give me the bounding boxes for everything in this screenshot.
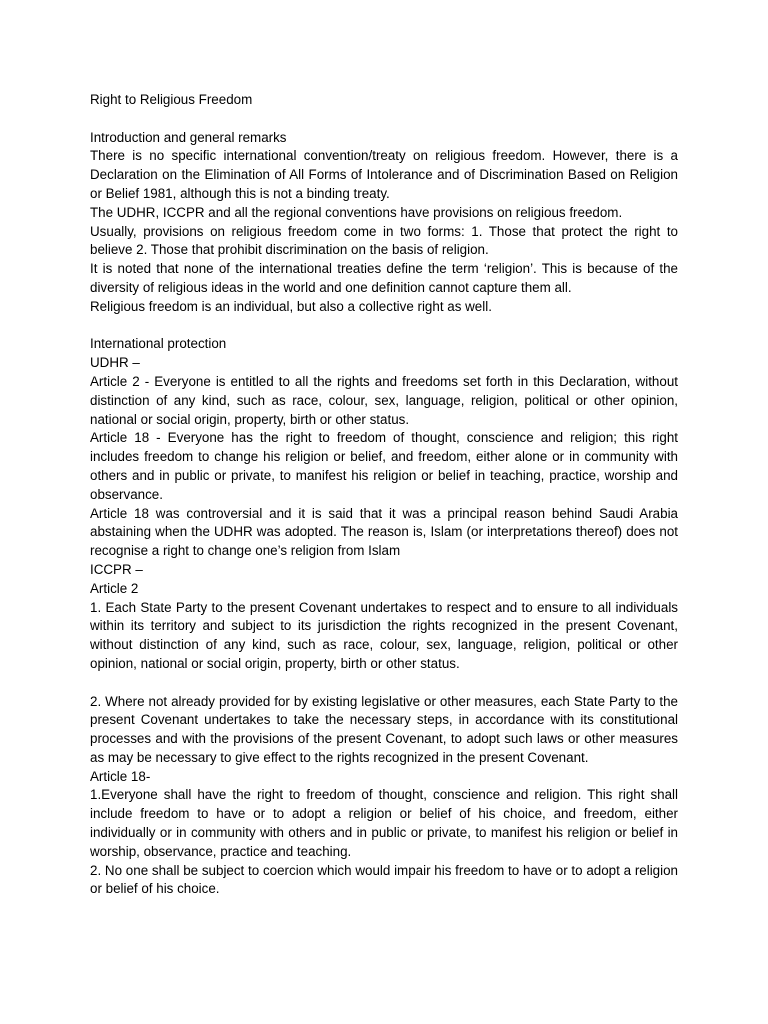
iccpr-article18-heading: Article 18- — [90, 768, 151, 784]
udhr-paragraph: Article 18 - Everyone has the right to freedom of thought, conscience and religion; this right includes freedom to change his religion or belief, and freedom, either alone or in community with others and in public or private, to manifest his religion or belief in teaching, practice, worship and observance. — [90, 430, 678, 502]
intro-paragraph: It is noted that none of the international treaties define the term ‘religion’. This is because of the diversity of religious ideas in the world and one definition cannot capture them all. — [90, 261, 678, 295]
intro-paragraph: Usually, provisions on religious freedom come in two forms: 1. Those that protect the right to believe 2. Those that prohibit discrimination on the basis of religion. — [90, 223, 678, 258]
iccpr-article18-paragraph: 2. No one shall be subject to coercion which would impair his freedom to have or to adopt a religion or belief of his choice. — [90, 862, 678, 897]
udhr-heading: UDHR – — [90, 355, 140, 371]
iccpr-article2-paragraph: 2. Where not already provided for by existing legislative or other measures, each State Party to the present Covenant undertakes to take the necessary steps, in accordance with its constitutional processes and with the provisions of the present Covenant, to adopt such laws or other measures as may be necessary to give effect to the rights recognized in the present Covenant. — [90, 693, 678, 765]
document-page — [90, 91, 678, 899]
iccpr-article2-heading: Article 2 — [90, 580, 139, 596]
blank-line — [90, 317, 678, 336]
document-title: Right to Religious Freedom — [90, 92, 253, 107]
international-heading: International protection — [90, 336, 227, 352]
udhr-paragraph: Article 2 - Everyone is entitled to all the rights and freedoms set forth in this Declaration, without distinction of any kind, such as race, colour, sex, language, religion, political or other opinion, national or social origin, property, birth or other status. — [90, 373, 678, 427]
intro-paragraph: There is no specific international convention/treaty on religious freedom. However, there is a Declaration on the Elimination of All Forms of Intolerance and of Discrimination Based on Religion or Belief 1981, although this is not a binding treaty. — [90, 148, 678, 201]
blank-line — [90, 110, 678, 129]
iccpr-article2-paragraph: 1. Each State Party to the present Covenant undertakes to respect and to ensure to all individuals within its territory and subject to its jurisdiction the rights recognized in the present Covenant, without distinction of any kind, such as race, colour, sex, language, religion, political or other opinion, national or social origin, property, birth or other status. — [90, 599, 678, 671]
iccpr-heading: ICCPR – — [90, 561, 143, 577]
intro-paragraph: The UDHR, ICCPR and all the regional conventions have provisions on religious freedom. — [90, 204, 623, 220]
udhr-paragraph: Article 18 was controversial and it is said that it was a principal reason behind Saudi Arabia abstaining when the UDHR was adopted. The reason is, Islam (or interpretations thereof) does not recognise a right to change one’s religion from Islam — [90, 505, 678, 559]
blank-line — [90, 674, 678, 693]
intro-heading: Introduction and general remarks — [90, 129, 287, 145]
intro-paragraph: Religious freedom is an individual, but also a collective right as well. — [90, 298, 492, 314]
iccpr-article18-paragraph: 1.Everyone shall have the right to freedom of thought, conscience and religion. This right shall include freedom to have or to adopt a religion or belief of his choice, and freedom, either individually or in community with others and in public or private, to manifest his religion or belief in worship, observance, practice and teaching. — [90, 787, 678, 859]
